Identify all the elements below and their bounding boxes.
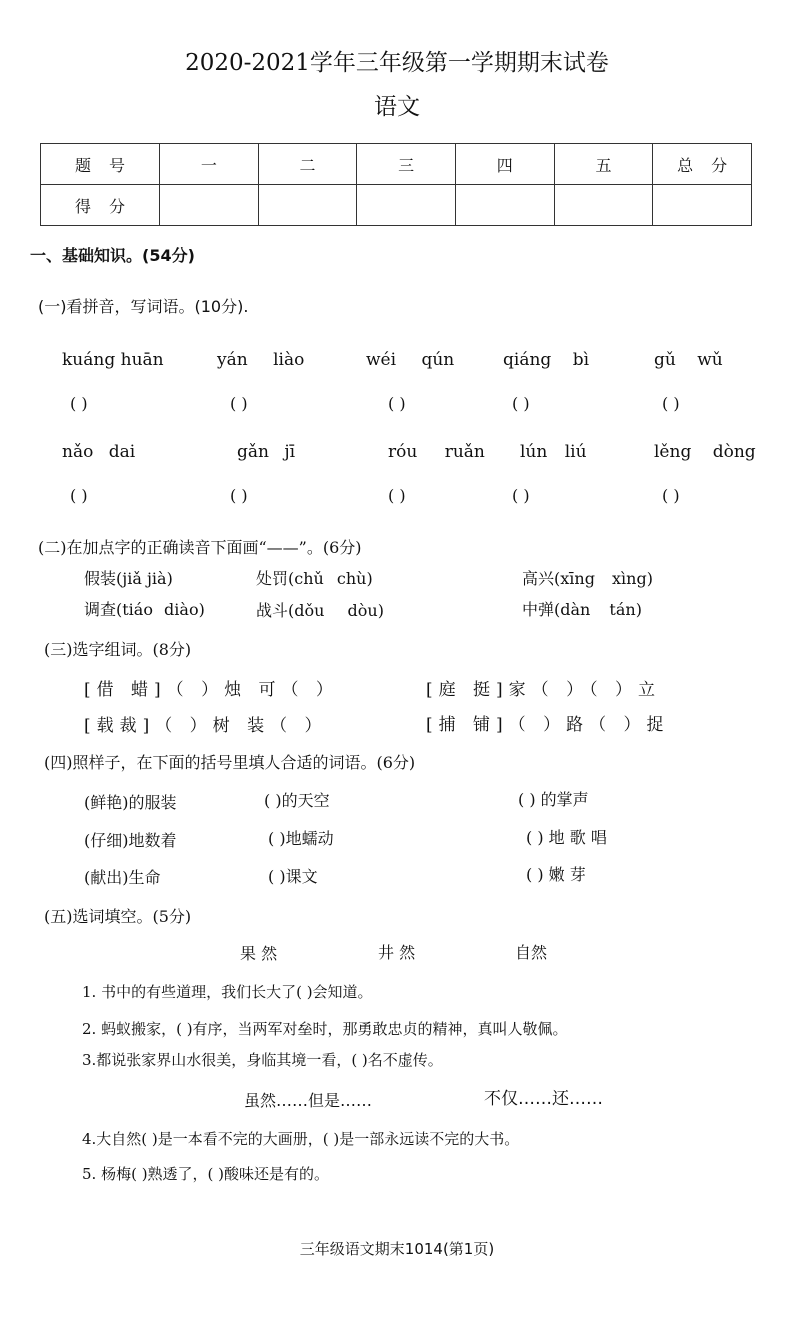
table-cell: 五 bbox=[554, 144, 653, 185]
example-phrase: (仔细)地数着 bbox=[84, 831, 177, 850]
table-cell: 题号 bbox=[41, 144, 160, 185]
sentence[interactable]: 5. 杨梅( )熟透了，( )酸味还是有的。 bbox=[82, 1165, 330, 1183]
part3-heading: (三)选字组词。(8分) bbox=[44, 640, 192, 659]
score-input-cell[interactable] bbox=[258, 185, 357, 226]
table-cell: 二 bbox=[258, 144, 357, 185]
word-choice-line[interactable]: [借 蜡]（ ）烛 可（ ） bbox=[84, 680, 339, 700]
answer-blank[interactable]: ( ) bbox=[512, 394, 530, 413]
pinyin-item: kuáng huān bbox=[62, 350, 164, 370]
sentence[interactable]: 3.都说张家界山水很美，身临其境一看，( )名不虚传。 bbox=[82, 1051, 443, 1069]
score-input-cell[interactable] bbox=[455, 185, 554, 226]
pinyin-item: róu ruǎn bbox=[388, 442, 485, 462]
pinyin-item: gǔ wǔ bbox=[654, 350, 723, 370]
table-cell: 总分 bbox=[653, 144, 752, 185]
answer-blank[interactable]: ( ) bbox=[70, 486, 88, 505]
reading-item[interactable]: 战斗(dǒu dòu) bbox=[256, 601, 384, 620]
table-cell: 得分 bbox=[41, 185, 160, 226]
sentence[interactable]: 1. 书中的有些道理，我们长大了( )会知道。 bbox=[82, 983, 373, 1001]
table-cell: 一 bbox=[160, 144, 259, 185]
score-table-header-row bbox=[41, 144, 752, 185]
pinyin-item: nǎo dai bbox=[62, 442, 136, 462]
section-heading: 一、基础知识。(54分) bbox=[30, 246, 195, 265]
reading-item[interactable]: 调查(tiáo diào) bbox=[84, 600, 205, 619]
answer-blank[interactable]: ( ) bbox=[230, 486, 248, 505]
answer-blank[interactable]: ( ) bbox=[230, 394, 248, 413]
exam-title: 2020-2021学年三年级第一学期期末试卷 bbox=[185, 50, 609, 76]
fill-phrase[interactable]: ( ) 的掌声 bbox=[518, 790, 589, 809]
score-input-cell[interactable] bbox=[357, 185, 456, 226]
score-input-cell[interactable] bbox=[653, 185, 752, 226]
fill-phrase[interactable]: ( ) 地 歌 唱 bbox=[526, 828, 607, 847]
answer-blank[interactable]: ( ) bbox=[70, 394, 88, 413]
reading-item[interactable]: 假装(jiǎ jià) bbox=[84, 569, 173, 588]
table-cell: 四 bbox=[455, 144, 554, 185]
pinyin-item: lěng dòng bbox=[654, 442, 756, 462]
subject-title: 语文 bbox=[374, 94, 420, 120]
sentence[interactable]: 2. 蚂蚁搬家，( )有序，当两军对垒时，那勇敢忠贞的精神，真叫人敬佩。 bbox=[82, 1020, 568, 1038]
answer-blank[interactable]: ( ) bbox=[662, 394, 680, 413]
word-option: 自然 bbox=[515, 943, 548, 962]
fill-phrase[interactable]: ( )地蠕动 bbox=[268, 829, 334, 848]
score-table bbox=[40, 143, 752, 226]
table-cell: 三 bbox=[357, 144, 456, 185]
pinyin-item: qiáng bì bbox=[503, 350, 590, 370]
answer-blank[interactable]: ( ) bbox=[512, 486, 530, 505]
reading-item[interactable]: 中弹(dàn tán) bbox=[522, 600, 642, 619]
reading-item[interactable]: 高兴(xīng xìng) bbox=[522, 569, 653, 588]
answer-blank[interactable]: ( ) bbox=[662, 486, 680, 505]
word-choice-line[interactable]: [载裁]（ ）树 装（ ） bbox=[84, 716, 328, 736]
score-table-score-row bbox=[41, 185, 752, 226]
pinyin-item: gǎn jī bbox=[237, 442, 296, 462]
pinyin-item: lún liú bbox=[520, 442, 587, 462]
part2-heading: (二)在加点字的正确读音下面画“——”。(6分) bbox=[38, 538, 362, 557]
word-option: 虽然……但是…… bbox=[244, 1091, 373, 1110]
part4-heading: (四)照样子，在下面的括号里填人合适的词语。(6分) bbox=[44, 753, 416, 772]
word-option: 井 然 bbox=[378, 943, 416, 962]
score-input-cell[interactable] bbox=[160, 185, 259, 226]
part5-heading: (五)选词填空。(5分) bbox=[44, 907, 192, 926]
example-phrase: (献出)生命 bbox=[84, 868, 161, 887]
page-footer: 三年级语文期末1014(第1页) bbox=[299, 1240, 495, 1258]
answer-blank[interactable]: ( ) bbox=[388, 394, 406, 413]
fill-phrase[interactable]: ( ) 嫩 芽 bbox=[526, 865, 586, 884]
example-phrase: (鲜艳)的服装 bbox=[84, 793, 177, 812]
word-option: 不仅……还…… bbox=[484, 1089, 603, 1109]
fill-phrase[interactable]: ( )课文 bbox=[268, 867, 318, 886]
pinyin-item: yán liào bbox=[217, 350, 305, 370]
word-choice-line[interactable]: [庭 挺]家（ ）（ ）立 bbox=[426, 680, 661, 700]
fill-phrase[interactable]: ( )的天空 bbox=[264, 791, 330, 810]
sentence[interactable]: 4.大自然( )是一本看不完的大画册，( )是一部永远读不完的大书。 bbox=[82, 1130, 520, 1148]
word-choice-line[interactable]: [捕 铺]（ ）路（ ）捉 bbox=[426, 715, 670, 735]
pinyin-item: wéi qún bbox=[366, 350, 455, 370]
reading-item[interactable]: 处罚(chǔ chù) bbox=[256, 569, 373, 588]
word-option: 果 然 bbox=[240, 944, 278, 963]
answer-blank[interactable]: ( ) bbox=[388, 486, 406, 505]
score-input-cell[interactable] bbox=[554, 185, 653, 226]
part1-heading: (一)看拼音，写词语。(10分). bbox=[38, 297, 249, 316]
